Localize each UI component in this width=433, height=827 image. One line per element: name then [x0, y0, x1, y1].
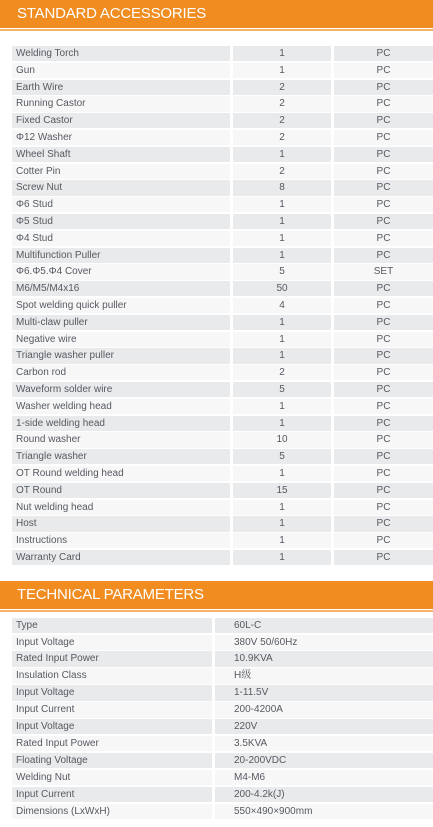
accessory-row	[0, 231, 433, 248]
parameter-row	[0, 685, 433, 702]
accessory-name: Running Castor	[12, 96, 230, 111]
accessory-row	[0, 533, 433, 550]
parameter-label: Type	[12, 618, 212, 633]
accessory-unit: PC	[334, 164, 433, 179]
accessory-name: Fixed Castor	[12, 113, 230, 128]
accessory-qty: 5	[233, 449, 331, 464]
parameter-label: Floating Voltage	[12, 753, 212, 768]
accessory-qty: 1	[233, 533, 331, 548]
accessory-unit: PC	[334, 432, 433, 447]
parameter-row	[0, 651, 433, 668]
accessory-qty: 1	[233, 466, 331, 481]
accessory-qty: 50	[233, 281, 331, 296]
accessory-name: Φ6 Stud	[12, 197, 230, 212]
accessory-name: Multifunction Puller	[12, 248, 230, 263]
accessory-name: Multi-claw puller	[12, 315, 230, 330]
parameter-row	[0, 668, 433, 685]
parameter-value: M4-M6	[215, 770, 433, 785]
accessory-name: Φ6.Φ5.Φ4 Cover	[12, 264, 230, 279]
parameter-label: Input Voltage	[12, 719, 212, 734]
accessory-unit: PC	[334, 231, 433, 246]
accessory-qty: 8	[233, 180, 331, 195]
accessory-name: Warranty Card	[12, 550, 230, 565]
accessory-name: Φ4 Stud	[12, 231, 230, 246]
parameter-value: 3.5KVA	[215, 736, 433, 751]
parameter-row	[0, 635, 433, 652]
accessory-qty: 1	[233, 197, 331, 212]
accessory-unit: PC	[334, 63, 433, 78]
parameter-value: H级	[215, 668, 433, 683]
parameter-label: Rated Input Power	[12, 651, 212, 666]
accessory-name: Carbon rod	[12, 365, 230, 380]
parameter-value: 1-11.5V	[215, 685, 433, 700]
accessory-name: OT Round	[12, 483, 230, 498]
accessory-row	[0, 180, 433, 197]
parameter-row	[0, 702, 433, 719]
parameter-value: 200-4.2k(J)	[215, 787, 433, 802]
accessory-name: M6/M5/M4x16	[12, 281, 230, 296]
accessory-unit: PC	[334, 147, 433, 162]
accessory-row	[0, 315, 433, 332]
accessory-unit: PC	[334, 113, 433, 128]
parameter-label: Input Current	[12, 702, 212, 717]
accessory-row	[0, 332, 433, 349]
accessory-row	[0, 298, 433, 315]
accessory-unit: PC	[334, 348, 433, 363]
accessory-unit: PC	[334, 46, 433, 61]
accessory-qty: 2	[233, 164, 331, 179]
accessory-name: Spot welding quick puller	[12, 298, 230, 313]
accessory-row	[0, 96, 433, 113]
accessories-title: STANDARD ACCESSORIES	[17, 5, 207, 22]
parameter-row	[0, 804, 433, 821]
accessory-unit: PC	[334, 449, 433, 464]
accessory-unit: PC	[334, 500, 433, 515]
accessory-unit: PC	[334, 399, 433, 414]
accessory-qty: 2	[233, 130, 331, 145]
accessory-row	[0, 214, 433, 231]
parameter-row	[0, 787, 433, 804]
accessory-row	[0, 63, 433, 80]
accessory-name: Wheel Shaft	[12, 147, 230, 162]
parameter-row	[0, 618, 433, 635]
accessory-unit: PC	[334, 180, 433, 195]
accessory-name: Nut welding head	[12, 500, 230, 515]
parameter-label: Input Voltage	[12, 685, 212, 700]
accessory-row	[0, 348, 433, 365]
accessory-row	[0, 382, 433, 399]
technical-header	[0, 581, 433, 609]
accessory-unit: PC	[334, 483, 433, 498]
accessory-unit: PC	[334, 96, 433, 111]
accessory-unit: PC	[334, 516, 433, 531]
accessory-unit: PC	[334, 248, 433, 263]
accessory-qty: 1	[233, 248, 331, 263]
accessory-row	[0, 516, 433, 533]
accessory-qty: 2	[233, 96, 331, 111]
parameter-row	[0, 719, 433, 736]
parameter-row	[0, 753, 433, 770]
accessory-name: Negative wire	[12, 332, 230, 347]
accessory-row	[0, 80, 433, 97]
accessory-row	[0, 248, 433, 265]
accessory-unit: PC	[334, 550, 433, 565]
accessory-unit: PC	[334, 315, 433, 330]
accessories-header	[0, 0, 433, 28]
parameter-label: Input Voltage	[12, 635, 212, 650]
accessory-name: Waveform solder wire	[12, 382, 230, 397]
accessories-table	[0, 46, 433, 567]
accessory-name: Cotter Pin	[12, 164, 230, 179]
parameter-row	[0, 736, 433, 753]
accessory-qty: 1	[233, 516, 331, 531]
parameter-row	[0, 770, 433, 787]
accessory-name: Φ5 Stud	[12, 214, 230, 229]
accessory-unit: PC	[334, 214, 433, 229]
accessory-row	[0, 416, 433, 433]
parameter-label: Insulation Class	[12, 668, 212, 683]
accessory-unit: PC	[334, 281, 433, 296]
accessory-name: OT Round welding head	[12, 466, 230, 481]
parameter-value: 200-4200A	[215, 702, 433, 717]
parameter-value: 220V	[215, 719, 433, 734]
accessory-qty: 4	[233, 298, 331, 313]
accessory-row	[0, 264, 433, 281]
accessory-row	[0, 46, 433, 63]
parameter-value: 10.9KVA	[215, 651, 433, 666]
accessory-row	[0, 164, 433, 181]
accessory-name: Round washer	[12, 432, 230, 447]
accessory-row	[0, 432, 433, 449]
accessory-qty: 1	[233, 315, 331, 330]
accessory-qty: 1	[233, 332, 331, 347]
accessory-unit: PC	[334, 298, 433, 313]
accessory-qty: 1	[233, 214, 331, 229]
accessory-qty: 15	[233, 483, 331, 498]
accessory-qty: 1	[233, 231, 331, 246]
accessory-row	[0, 130, 433, 147]
accessory-name: 1-side welding head	[12, 416, 230, 431]
accessory-qty: 2	[233, 80, 331, 95]
accessory-name: Φ12 Washer	[12, 130, 230, 145]
accessory-name: Host	[12, 516, 230, 531]
accessory-name: Gun	[12, 63, 230, 78]
accessory-qty: 2	[233, 113, 331, 128]
accessory-unit: PC	[334, 332, 433, 347]
parameter-value: 380V 50/60Hz	[215, 635, 433, 650]
accessory-unit: PC	[334, 416, 433, 431]
accessory-name: Triangle washer puller	[12, 348, 230, 363]
accessory-unit: PC	[334, 130, 433, 145]
accessory-unit: PC	[334, 382, 433, 397]
accessory-row	[0, 449, 433, 466]
accessory-qty: 1	[233, 63, 331, 78]
accessory-qty: 1	[233, 147, 331, 162]
technical-table	[0, 618, 433, 821]
accessory-name: Earth Wire	[12, 80, 230, 95]
parameter-value: 20-200VDC	[215, 753, 433, 768]
accessory-qty: 10	[233, 432, 331, 447]
accessory-unit: SET	[334, 264, 433, 279]
accessory-name: Washer welding head	[12, 399, 230, 414]
parameter-label: Dimensions (LxWxH)	[12, 804, 212, 819]
accessory-row	[0, 147, 433, 164]
accessory-qty: 1	[233, 348, 331, 363]
parameter-label: Rated Input Power	[12, 736, 212, 751]
accessory-qty: 1	[233, 500, 331, 515]
parameter-label: Input Current	[12, 787, 212, 802]
accessory-row	[0, 281, 433, 298]
accessory-qty: 1	[233, 46, 331, 61]
accessory-row	[0, 466, 433, 483]
accessory-name: Welding Torch	[12, 46, 230, 61]
accessory-name: Screw Nut	[12, 180, 230, 195]
accessory-qty: 1	[233, 416, 331, 431]
accessory-row	[0, 399, 433, 416]
accessory-unit: PC	[334, 80, 433, 95]
accessory-row	[0, 113, 433, 130]
accessory-qty: 1	[233, 399, 331, 414]
accessory-row	[0, 500, 433, 517]
accessory-name: Instructions	[12, 533, 230, 548]
accessory-row	[0, 197, 433, 214]
accessory-qty: 5	[233, 264, 331, 279]
accessory-unit: PC	[334, 365, 433, 380]
accessory-unit: PC	[334, 197, 433, 212]
accessory-unit: PC	[334, 466, 433, 481]
parameter-value: 60L-C	[215, 618, 433, 633]
accessory-qty: 1	[233, 550, 331, 565]
accessory-qty: 5	[233, 382, 331, 397]
technical-title: TECHNICAL PARAMETERS	[17, 585, 204, 603]
accessory-row	[0, 365, 433, 382]
accessory-qty: 2	[233, 365, 331, 380]
parameter-label: Welding Nut	[12, 770, 212, 785]
accessory-unit: PC	[334, 533, 433, 548]
accessory-name: Triangle washer	[12, 449, 230, 464]
parameter-value: 550×490×900mm	[215, 804, 433, 819]
accessory-row	[0, 550, 433, 567]
accessory-row	[0, 483, 433, 500]
